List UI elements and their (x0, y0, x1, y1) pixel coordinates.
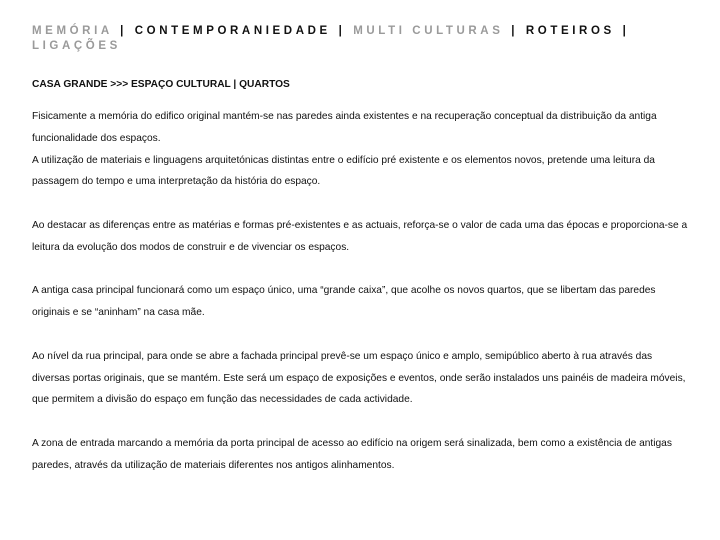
nav-item-ligacoes[interactable]: LIGAÇÕES (32, 40, 121, 52)
nav-item-contemporaniedade[interactable]: CONTEMPORANIEDADE (134, 25, 331, 37)
paragraph: Fisicamente a memória do edifico original mantém-se nas paredes ainda existentes e na recuperação conceptual da distribuição da antiga funcionalidade dos espaços. (32, 111, 657, 144)
nav-item-roteiros[interactable]: ROTEIROS (525, 25, 615, 37)
nav-separator: | (622, 25, 630, 37)
section-heading: CASA GRANDE >>> ESPAÇO CULTURAL | QUARTOS (32, 79, 290, 90)
top-navigation (32, 24, 692, 54)
paragraph: A antiga casa principal funcionará como um espaço único, uma “grande caixa”, que acolhe os novos quartos, que se libertam das paredes originais e se “aninham” na casa mãe. (32, 285, 656, 319)
paragraph-spacer (32, 411, 692, 433)
nav-item-memoria[interactable]: MEMÓRIA (32, 25, 113, 37)
nav-separator: | (338, 25, 346, 37)
nav-separator: | (120, 25, 127, 37)
paragraph: Ao nível da rua principal, para onde se abre a fachada principal prevê-se um espaço único e amplo, semipúblico aberto à rua através das diversas portas originais, que se mantém. Este será um espaço de exposições e eventos, onde serão instalados uns painéis de madeira móveis, que permitem a divisão do espaço em função das necessidades de cada actividade. (32, 350, 686, 406)
page-content (32, 24, 692, 477)
paragraph: Ao destacar as diferenças entre as matérias e formas pré-existentes e as actuais, reforça-se o valor de cada uma das épocas e proporciona-se a leitura da evolução dos modos de construir e de vivenciar os espaços. (32, 219, 688, 253)
paragraph-spacer (32, 259, 692, 281)
body-text (32, 106, 692, 477)
nav-separator: | (511, 25, 519, 37)
paragraph-spacer (32, 324, 692, 346)
nav-item-multi-culturas[interactable]: MULTI CULTURAS (353, 25, 504, 37)
paragraph-spacer (32, 193, 692, 215)
paragraph: A zona de entrada marcando a memória da porta principal de acesso ao edifício na origem será sinalizada, bem como a existência de antigas paredes, através da utilização de materiais diferentes nos antigos alinhamentos. (32, 437, 672, 471)
paragraph: A utilização de materiais e linguagens arquitetónicas distintas entre o edifício pré existente e os elementos novos, pretende uma leitura da passagem do tempo e uma interpretação da história do espaço. (32, 154, 655, 188)
